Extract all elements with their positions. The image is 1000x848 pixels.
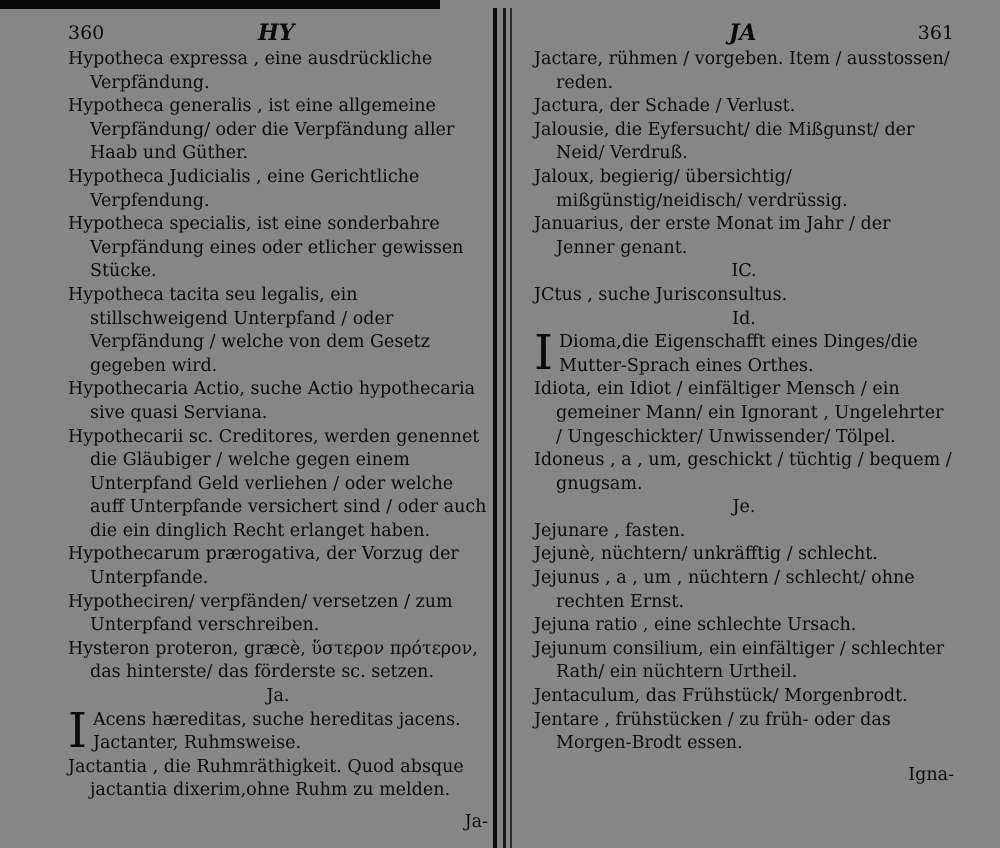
section-heading: Id. — [732, 308, 756, 329]
dictionary-entry: Acens hæreditas, suche hereditas jacens. — [92, 709, 461, 730]
dictionary-entry: Hypotheca expressa , eine ausdrückliche Verpfändung. — [68, 49, 433, 93]
dictionary-entry: Jalousie, die Eyfersucht/ die Mißgunst/ der Neid/ Verdruß. — [534, 119, 915, 164]
dictionary-entry: Hypotheca generalis , ist eine allgemeine Verpfändung/ oder die Verpfändung aller Haab und Güther. — [68, 96, 455, 164]
dictionary-entry: Jejunus , a , um , nüchtern / schlecht/ ohne rechten Ernst. — [534, 568, 915, 612]
dictionary-entry: Hypotheciren/ verpfänden/ versetzen / zum Unterpfand verschreiben. — [68, 591, 453, 636]
dictionary-entry: Hypotheca tacita seu legalis, ein stillschweigend Unterpfand / oder Verpfändung / welche von dem Gesetz gegeben wird. — [68, 284, 430, 376]
left-page-header — [68, 20, 488, 48]
book-gutter — [493, 8, 515, 848]
page-number: 360 — [68, 22, 105, 44]
page-number: 361 — [917, 22, 954, 44]
drop-capital: I — [68, 702, 87, 759]
dictionary-entry: Januarius, der erste Monat im Jahr / der Jenner genant. — [534, 214, 891, 258]
dropcap-block — [68, 702, 488, 759]
dictionary-entry: Jejunare , fasten. — [534, 520, 686, 541]
right-page-header — [534, 20, 954, 48]
dictionary-entry: Jactantia , die Ruhmräthigkeit. Quod absque jactantia dixerim,ohne Ruhm zu melden. — [68, 756, 464, 801]
entry-list — [534, 284, 954, 308]
dictionary-entry: Jaloux, begierig/ übersichtig/ mißgünstig/neidisch/ verdrüssig. — [534, 166, 848, 211]
section-heading: Ja. — [266, 686, 290, 707]
dictionary-entry: JCtus , suche Jurisconsultus. — [534, 284, 788, 305]
catchword: Igna- — [908, 764, 954, 785]
section-heading: IC. — [731, 261, 757, 282]
entry-list — [534, 520, 954, 756]
dictionary-entry: Jactanter, Ruhmsweise. — [92, 733, 302, 754]
dictionary-entry: Jejuna ratio , eine schlechte Ursach. — [534, 615, 857, 636]
right-page — [534, 20, 954, 787]
dictionary-entry: Idiota, ein Idiot / einfältiger Mensch / ein gemeiner Mann/ ein Ignorant , Ungelehrter / Ungeschickter/ Unwissender/ Tölpel. — [534, 379, 944, 447]
dictionary-entry: Jentaculum, das Frühstück/ Morgenbrodt. — [534, 686, 908, 707]
running-head: HY — [258, 20, 295, 46]
dictionary-entry: Jejunum consilium, ein einfältiger / schlechter Rath/ ein nüchtern Urtheil. — [534, 638, 945, 683]
dictionary-entry: Idoneus , a , um, geschickt / tüchtig / bequem / gnugsam. — [534, 450, 952, 494]
section-heading: Je. — [732, 497, 756, 518]
catchword: Ja- — [464, 812, 488, 832]
dictionary-entry: Hypotheca Judicialis , eine Gerichtliche Verpfendung. — [68, 166, 420, 211]
entry-list — [534, 48, 954, 260]
dictionary-entry: Hypothecarum prærogativa, der Vorzug der Unterpfande. — [68, 544, 459, 589]
dictionary-entry: Jactare, rühmen / vorgeben. Item / ausstossen/ reden. — [534, 49, 950, 93]
dictionary-entry: Jentare , frühstücken / zu früh- oder das Morgen-Brodt essen. — [534, 709, 891, 754]
dropcap-block — [534, 325, 954, 382]
entry-list — [68, 48, 488, 685]
dictionary-entry: Hypothecarii sc. Creditores, werden genennet die Gläubiger / welche gegen einem Unterpfand Geld verliehen / oder welche auff Unterpfande versichert sind / oder auch die ein dinglich Recht erlanget haben. — [68, 426, 487, 541]
running-head: JA — [729, 20, 757, 46]
dictionary-entry: Hysteron proteron, græcè, ὕστερον πρότερον, das hinterste/ das förderste sc. setzen. — [68, 638, 478, 683]
left-page — [68, 20, 488, 835]
entry-list — [534, 378, 954, 496]
dictionary-entry: Hypotheca specialis, ist eine sonderbahre Verpfändung eines oder etlicher gewissen Stücke. — [68, 214, 464, 282]
dictionary-entry: Jejunè, nüchtern/ unkräfftig / schlecht. — [534, 544, 878, 565]
dictionary-entry: Dioma,die Eigenschafft eines Dinges/die Mutter-Sprach eines Orthes. — [558, 332, 918, 376]
scan-edge-bar — [0, 0, 440, 9]
drop-capital: I — [534, 325, 553, 382]
entry-list — [68, 756, 488, 803]
dictionary-entry: Jactura, der Schade / Verlust. — [534, 96, 796, 117]
dictionary-entry: Hypothecaria Actio, suche Actio hypothecaria sive quasi Serviana. — [68, 379, 476, 423]
